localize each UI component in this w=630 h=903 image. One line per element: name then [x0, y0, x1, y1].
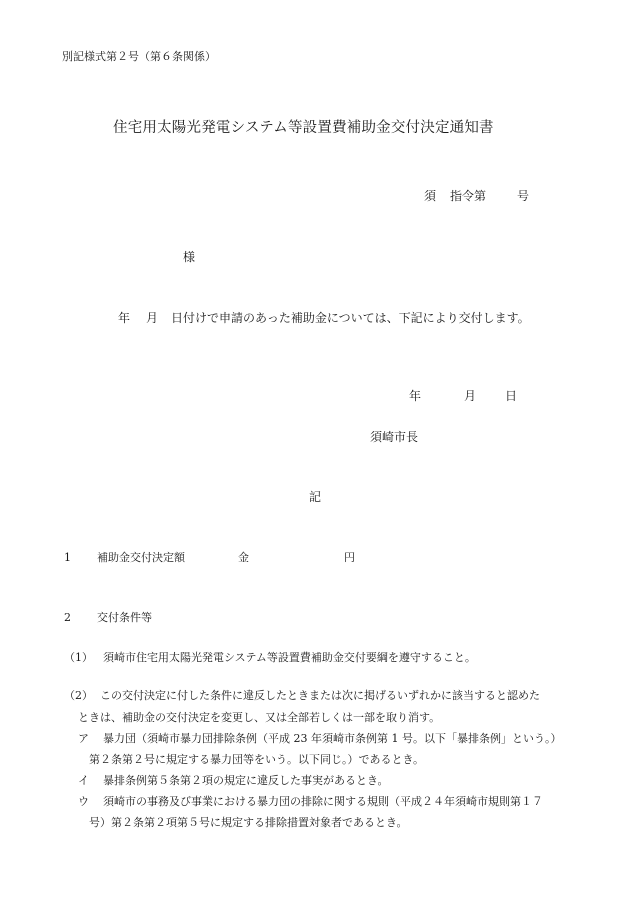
doc-number-label: 指令第: [450, 189, 487, 203]
issue-day: 日: [505, 389, 518, 403]
notice-body: 日付けで申請のあった補助金については、下記により交付します。: [171, 311, 530, 325]
item-text: 号）第２条第２項第５号に規定する排除措置対象者であるとき。: [89, 816, 408, 829]
notice-month: 月: [146, 311, 159, 325]
item-text: 暴力団（須崎市暴力団排除条例（平成 23 年須崎市条例第 1 号。以下「暴排条例」という。）: [103, 732, 562, 745]
item-mark: ア: [78, 732, 89, 745]
condition-2-number: （2）: [64, 689, 93, 702]
item-mark: イ: [78, 774, 89, 787]
ki-heading: 記: [309, 490, 322, 504]
section-1-currency: 金: [238, 551, 249, 564]
section-2-label: 交付条件等: [97, 611, 152, 624]
recipient-honorific: 様: [183, 250, 196, 264]
condition-2-line: この交付決定に付した条件に違反したときまたは次に掲げるいずれかに該当すると認めた: [100, 689, 540, 702]
section-1-unit: 円: [344, 551, 355, 564]
notice-year: 年: [118, 311, 131, 325]
section-1-number: 1: [64, 551, 71, 564]
doc-number-suffix: 号: [517, 189, 530, 203]
item-text: 第２条第２号に規定する暴力団等をいう。以下同じ。）であるとき。: [89, 753, 425, 766]
item-text: 須崎市の事務及び事業における暴力団の排除に関する規則（平成２４年須崎市規則第１７: [103, 795, 543, 808]
section-1-label: 補助金交付決定額: [97, 551, 185, 564]
issuer: 須崎市長: [370, 430, 419, 444]
issue-year: 年: [409, 389, 422, 403]
document-title: 住宅用太陽光発電システム等設置費補助金交付決定通知書: [113, 120, 494, 136]
item-mark: ウ: [78, 795, 89, 808]
condition-2-line: ときは、補助金の交付決定を変更し、又は全部若しくは一部を取り消す。: [78, 711, 441, 724]
condition-1-number: （1）: [64, 651, 93, 664]
section-2-number: 2: [64, 611, 71, 624]
issue-month: 月: [464, 389, 477, 403]
item-text: 暴排条例第５条第２項の規定に違反した事実があるとき。: [103, 774, 389, 787]
condition-1-text: 須崎市住宅用太陽光発電システム等設置費補助金交付要綱を遵守すること。: [103, 651, 476, 664]
form-reference: 別記様式第２号（第６条関係）: [62, 50, 216, 63]
doc-number-prefix: 須: [424, 189, 437, 203]
